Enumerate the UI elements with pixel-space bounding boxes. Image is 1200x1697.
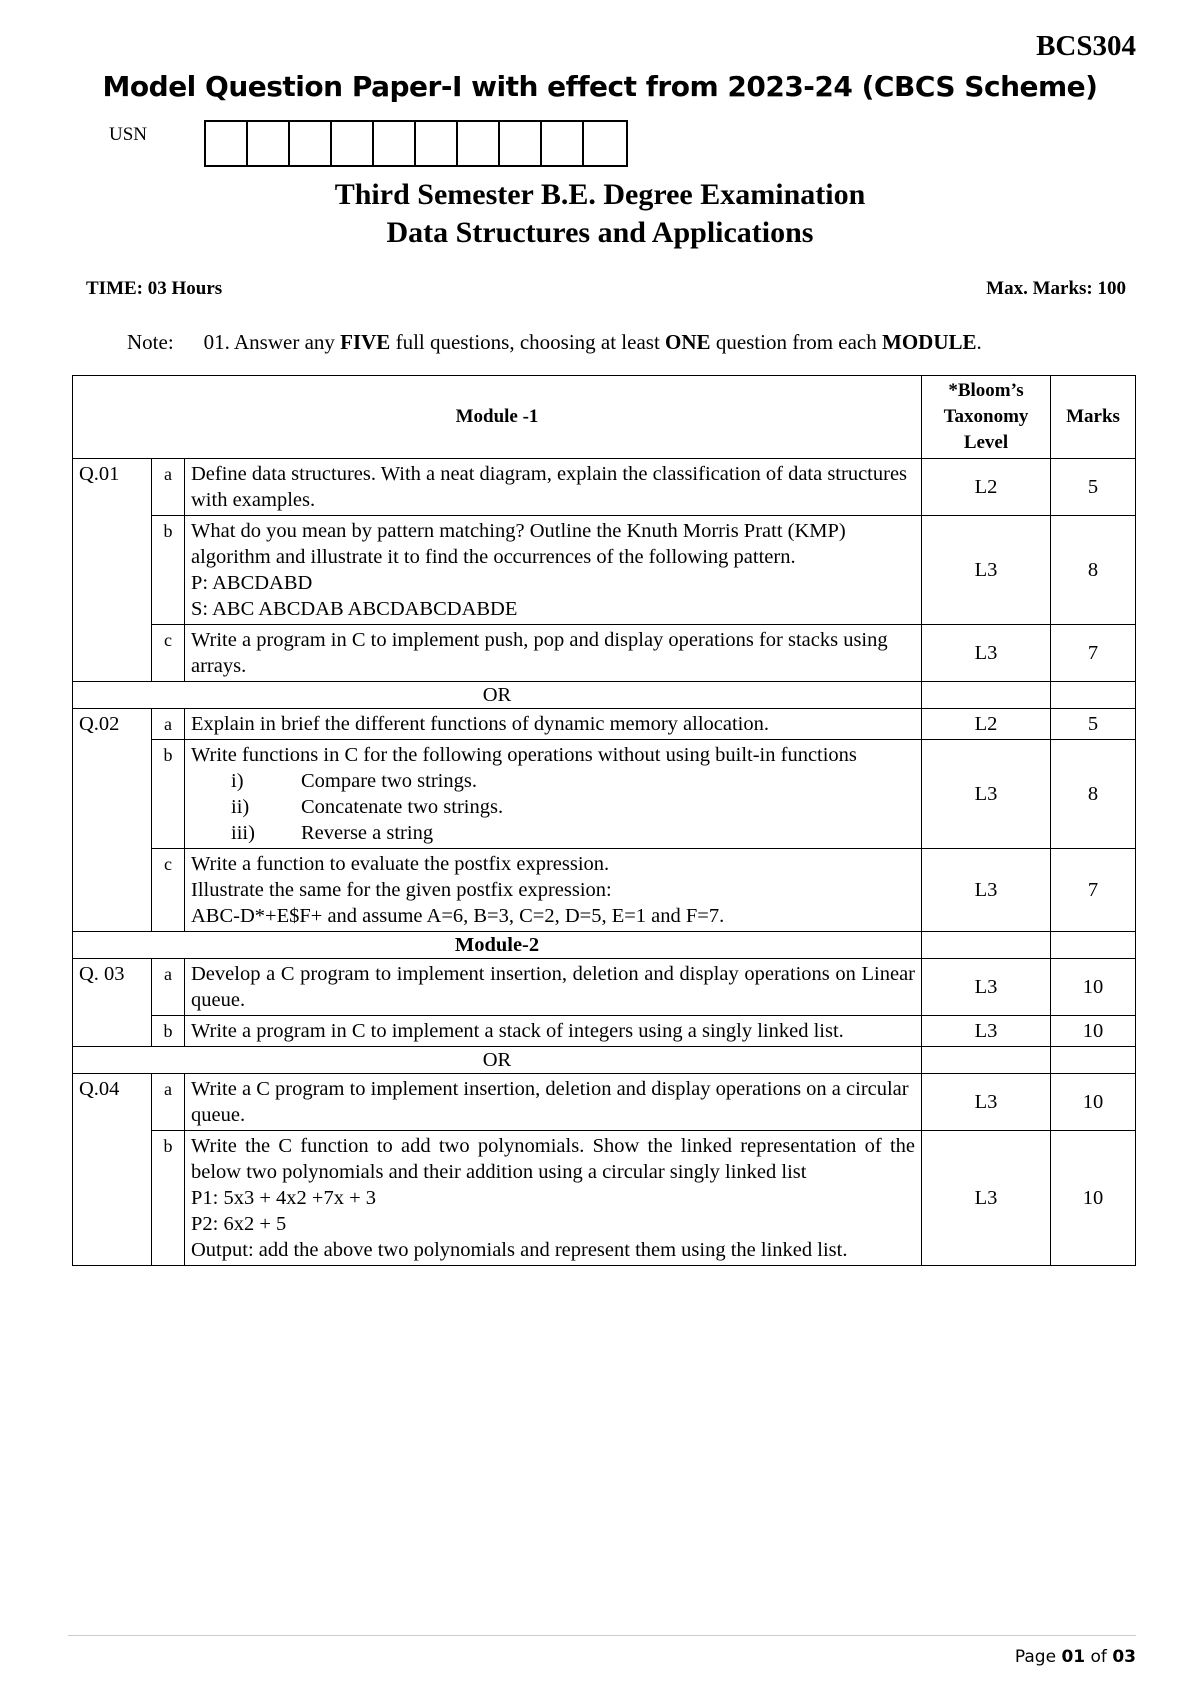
blooms-level: L3 — [922, 625, 1051, 682]
sub-question-letter: a — [152, 459, 185, 516]
sub-question-letter: a — [152, 709, 185, 740]
marks: 5 — [1051, 709, 1136, 740]
exam-meta-row — [86, 278, 1126, 300]
marks: 10 — [1051, 1131, 1136, 1266]
marks: 10 — [1051, 1074, 1136, 1131]
sub-question-letter: b — [152, 740, 185, 849]
list-item: ii) Concatenate two strings. — [231, 796, 504, 818]
question-text: Write a program in C to implement a stack of integers using a singly linked list. — [185, 1016, 922, 1047]
blooms-level: L2 — [922, 459, 1051, 516]
blooms-level: L3 — [922, 1131, 1051, 1266]
question-text: Write a function to evaluate the postfix expression. Illustrate the same for the given postfix expression: ABC-D*+E$F+ and assume A=6, B=3, C=2, D=5, E=1 and F=7. — [185, 849, 922, 932]
table-row — [73, 459, 1136, 516]
or-label: OR — [73, 1047, 922, 1074]
question-number: Q. 03 — [73, 959, 152, 1047]
table-row — [73, 1074, 1136, 1131]
note-text: 01. Answer any FIVE full questions, choosing at least ONE question from each MODULE. — [203, 330, 982, 354]
table-header-row — [73, 376, 1136, 459]
sub-question-letter: b — [152, 1131, 185, 1266]
or-label: OR — [73, 682, 922, 709]
module-2-row — [73, 932, 1136, 959]
marks: 7 — [1051, 625, 1136, 682]
question-number: Q.01 — [73, 459, 152, 682]
usn-label: USN — [109, 124, 148, 145]
blooms-level: L3 — [922, 1074, 1051, 1131]
usn-box — [458, 122, 500, 165]
document-title: Model Question Paper-I with effect from 2023-24 (CBCS Scheme) — [102, 70, 1098, 103]
max-marks: Max. Marks: 100 — [986, 278, 1126, 299]
question-number: Q.04 — [73, 1074, 152, 1266]
usn-box — [584, 122, 626, 165]
usn-box — [500, 122, 542, 165]
marks: 10 — [1051, 959, 1136, 1016]
usn-entry-boxes — [204, 120, 628, 167]
usn-box — [542, 122, 584, 165]
question-text: Explain in brief the different functions of dynamic memory allocation. — [185, 709, 922, 740]
marks: 10 — [1051, 1016, 1136, 1047]
usn-box — [332, 122, 374, 165]
sub-question-letter: b — [152, 516, 185, 625]
exam-time: TIME: 03 Hours — [86, 278, 223, 299]
question-text: Write functions in C for the following operations without using built-in functions i) Compare two strings. ii) Concatenate two strings. iii) Reverse a string — [185, 740, 922, 849]
question-text: Write the C function to add two polynomials. Show the linked representation of the below two polynomials and their addition using a circular singly linked list P1: 5x3 + 4x2 +7x + 3 P2: 6x2 + 5 Output: add the above two polynomials and represent them using the linked list. — [185, 1131, 922, 1266]
marks: 7 — [1051, 849, 1136, 932]
exam-line-1: Third Semester B.E. Degree Examination — [334, 178, 866, 211]
blooms-level: L3 — [922, 849, 1051, 932]
usn-box — [374, 122, 416, 165]
table-row — [73, 849, 1136, 932]
sub-question-letter: c — [152, 849, 185, 932]
table-row — [73, 959, 1136, 1016]
table-row — [73, 1131, 1136, 1266]
instructions-note — [127, 330, 982, 355]
usn-box — [416, 122, 458, 165]
exam-line-2: Data Structures and Applications — [386, 216, 814, 249]
list-item: iii) Reverse a string — [231, 822, 434, 844]
or-separator-row — [73, 1047, 1136, 1074]
exam-title — [0, 176, 1200, 252]
marks-header: Marks — [1051, 376, 1136, 459]
question-text: What do you mean by pattern matching? Outline the Knuth Morris Pratt (KMP) algorithm and illustrate it to find the occurrences of the following pattern. P: ABCDABD S: ABC ABCDAB ABCDABCDABDE — [185, 516, 922, 625]
footer-divider — [68, 1635, 1136, 1636]
course-code: BCS304 — [1036, 30, 1136, 62]
blooms-level: L3 — [922, 740, 1051, 849]
blooms-level-header: *Bloom’s Taxonomy Level — [922, 376, 1051, 459]
blooms-level: L3 — [922, 1016, 1051, 1047]
module-1-heading: Module -1 — [73, 376, 922, 459]
question-text: Define data structures. With a neat diagram, explain the classification of data structures with examples. — [185, 459, 922, 516]
list-item: i) Compare two strings. — [231, 770, 477, 792]
marks: 8 — [1051, 516, 1136, 625]
sub-question-letter: c — [152, 625, 185, 682]
sub-question-letter: b — [152, 1016, 185, 1047]
sub-question-letter: a — [152, 959, 185, 1016]
table-row — [73, 1016, 1136, 1047]
question-table — [72, 375, 1136, 1266]
question-text: Write a C program to implement insertion, deletion and display operations on a circular queue. — [185, 1074, 922, 1131]
table-row — [73, 709, 1136, 740]
usn-box — [206, 122, 248, 165]
marks: 8 — [1051, 740, 1136, 849]
table-row — [73, 625, 1136, 682]
table-row — [73, 740, 1136, 849]
or-separator-row — [73, 682, 1136, 709]
page-footer: Page 01 of 03 — [1014, 1647, 1136, 1667]
sub-question-letter: a — [152, 1074, 185, 1131]
question-text: Develop a C program to implement insertion, deletion and display operations on Linear queue. — [185, 959, 922, 1016]
module-2-heading: Module-2 — [73, 932, 922, 959]
note-label: Note: — [127, 330, 174, 354]
blooms-level: L3 — [922, 959, 1051, 1016]
table-row — [73, 516, 1136, 625]
usn-box — [248, 122, 290, 165]
blooms-level: L2 — [922, 709, 1051, 740]
usn-box — [290, 122, 332, 165]
marks: 5 — [1051, 459, 1136, 516]
question-number: Q.02 — [73, 709, 152, 932]
question-text: Write a program in C to implement push, pop and display operations for stacks using arrays. — [185, 625, 922, 682]
blooms-level: L3 — [922, 516, 1051, 625]
